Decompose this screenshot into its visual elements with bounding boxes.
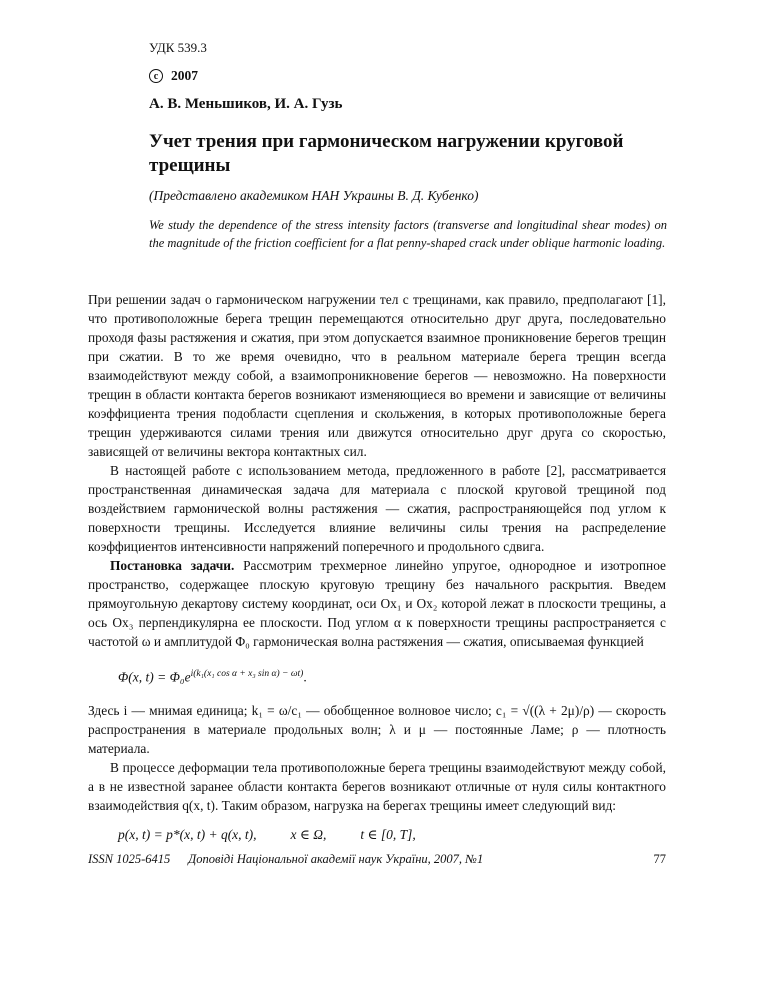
section-heading-problem: Постановка задачи. (110, 558, 235, 573)
formula-wave (118, 659, 666, 693)
paper-title: Учет трения при гармоническом нагружении круговой трещины (149, 131, 624, 176)
formula-wave-lhs: Φ(x, t) = Φ₀e (118, 669, 191, 685)
issn: ISSN 1025-6415 (88, 852, 171, 866)
formula-load (118, 825, 666, 844)
paragraph-5: В процессе деформации тела противоположные берега трещины взаимодействуют между собой, а в не известной заранее области контакта берегов возникают отличные от нуля силы контактного взаимодействия q(x, t). Таким образом, нагрузка на берегах трещины имеет следующий вид: (88, 759, 666, 813)
paragraph-2: В настоящей работе с использованием метода, предложенного в работе [2], рассматривается пространственная динамическая задача для материала с плоской круговой трещиной под воздействием гармонической волны растяжения — сжатия, распространяющейся под углом к поверхности трещины. Исследуется влияние величины силы трения на распределение коэффициентов интенсивности напряжений поперечного и продольного сдвига. (88, 463, 666, 554)
paragraph-4: Здесь i — мнимая единица; k₁ = ω/c₁ — обобщенное волновое число; c₁ = √((λ + 2μ)/ρ) — скорость распространения в материале продольных волн; λ и μ — постоянные Ламе; ρ — плотность материала. (88, 702, 666, 756)
journal-name: Доповіді Національної академії наук України, 2007, №1 (188, 852, 484, 866)
formula-load-domain: x ∈ Ω, (290, 826, 327, 842)
paragraph-3 (88, 556, 666, 651)
copyright-icon: c (149, 69, 163, 83)
paragraph-1: При решении задач о гармоническом нагружении тел с трещинами, как правило, предполагают [1], что противоположные берега трещин перемещаются относительно друг друга, последовательно проходя фазы растяжения и сжатия, при этом допускается взаимное проникновение берегов трещин при сжатии. В то же время очевидно, что в реальном материале берега трещин всегда взаимодействуют между собой, а взаимопроникновение берегов — невозможно. На поверхности трещин в области контакта берегов возникают изменяющиеся во времени и зависящие от величины коэффициента трения подобласти сцепления и скольжения, в которых противоположные берега трещин удерживаются силами трения или движутся относительно друг друга со скоростью, зависящей от величины вектора контактных сил. (88, 292, 666, 459)
formula-wave-exponent: i(k₁(x₁ cos α + x₃ sin α) − ωt) (190, 669, 304, 679)
formula-wave-end: . (303, 669, 307, 685)
udk-code: УДК 539.3 (149, 40, 207, 55)
body-text (88, 290, 666, 844)
authors: А. В. Меньшиков, И. А. Гузь (149, 96, 343, 112)
formula-load-main: p(x, t) = p*(x, t) + q(x, t), (118, 826, 257, 842)
presented-by: (Представлено академиком НАН Украины В. Д. Кубенко) (149, 188, 479, 203)
abstract: We study the dependence of the stress intensity factors (transverse and longitudinal shear modes) on the magnitude of the friction coefficient for a flat penny-shaped crack under oblique harmonic loading. (149, 218, 667, 250)
paragraph-3-text: Рассмотрим трехмерное линейно упругое, однородное и изотропное пространство, содержащее плоскую круговую трещину без начального раскрытия. Введем прямоугольную декартову систему координат, оси Ox₁ и Ox₂ которой лежат в плоскости трещины, а ось Ox₃ перпендикулярна ее плоскости. Под углом α к поверхности трещины распространяется с частотой ω и амплитудой Φ₀ гармоническая волна растяжения — сжатия, описываемая функцией (88, 558, 666, 649)
copyright-line (149, 68, 198, 84)
formula-load-time: t ∈ [0, T], (360, 826, 416, 842)
page-number: 77 (653, 852, 666, 866)
copyright-year: 2007 (171, 68, 198, 83)
page-footer (88, 852, 666, 867)
